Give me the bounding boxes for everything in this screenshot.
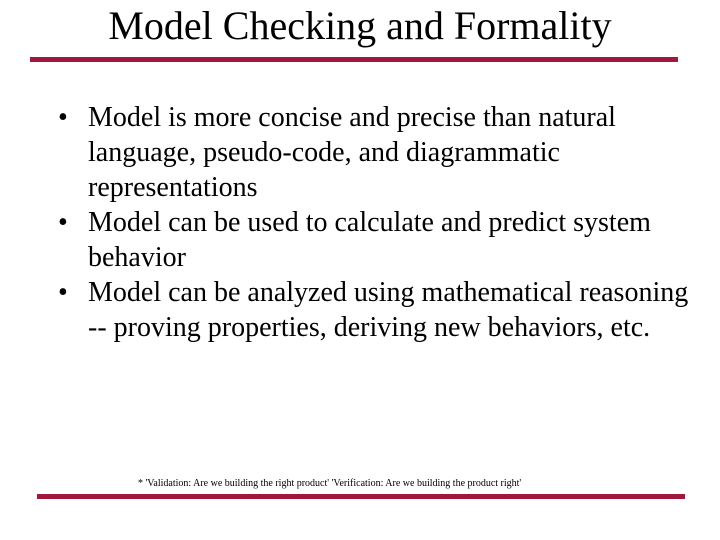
bullet-item	[58, 275, 698, 345]
title-divider	[30, 57, 678, 62]
footnote: * 'Validation: Are we building the right product' 'Verification: Are we building the product right'	[138, 478, 522, 489]
bullet-icon: •	[58, 102, 68, 133]
bullet-text: Model is more concise and precise than natural language, pseudo-code, and diagrammatic representations	[88, 102, 616, 203]
slide-title: Model Checking and Formality	[108, 3, 612, 48]
bullet-item	[58, 205, 698, 275]
bullet-icon: •	[58, 277, 68, 308]
bullet-text: Model can be analyzed using mathematical reasoning -- proving properties, deriving new behaviors, etc.	[88, 277, 689, 343]
bullet-text: Model can be used to calculate and predict system behavior	[88, 207, 651, 273]
footer-divider	[37, 494, 685, 499]
bullet-item	[58, 100, 698, 205]
bullet-icon: •	[58, 207, 68, 238]
bullet-list	[58, 100, 698, 345]
